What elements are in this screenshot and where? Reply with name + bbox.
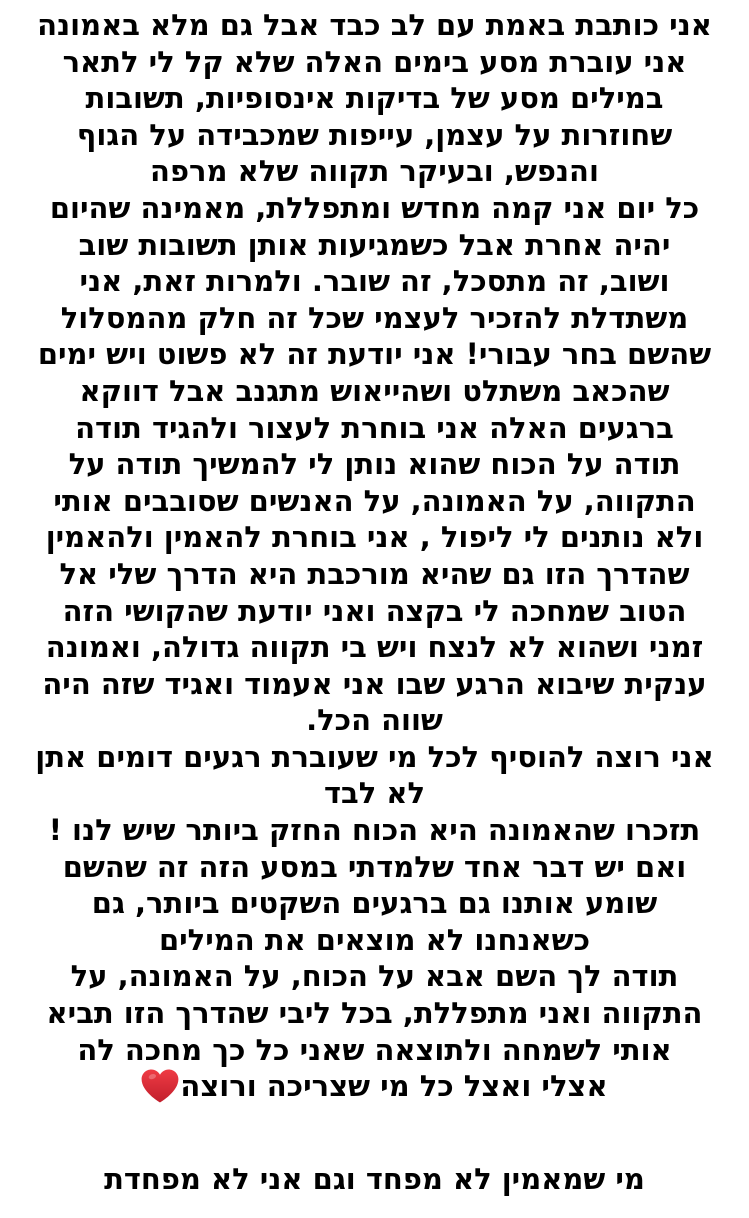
text-line-content: אני כותבת באמת עם לב כבד אבל גם מלא באמונה: [37, 8, 712, 42]
text-line-content: ולא נותנים לי ליפול , אני בוחרת להאמין ולהאמין: [45, 520, 704, 555]
text-line: [0, 190, 749, 227]
text-line: [0, 44, 749, 81]
text-line: [0, 7, 749, 44]
text-line-content: תזכרו שהאמונה היא הכוח החזק ביותר שיש לנו !: [48, 813, 701, 848]
footer-line: מי שמאמין לא מפחד וגם אני לא מפחדת: [104, 1161, 645, 1196]
text-line: [0, 336, 749, 373]
text-line-content: ברגעים האלה אני בוחרת לעצור ולהגיד תודה: [75, 410, 674, 445]
text-line-content: שהשם בחר עבורי! אני יודעת זה לא פשוט ויש ימים: [37, 337, 712, 372]
text-line-content: אני רוצה להוסיף לכל מי שעוברת רגעים דומים אתן: [35, 739, 714, 774]
text-line-content: שהדרך הזו גם שהיא מורכבת היא הדרך שלי אל: [59, 556, 690, 591]
text-line: [0, 80, 749, 117]
text-line-content: אותי לשמחה ולתוצאה שאני כל כך מחכה לה: [77, 1032, 672, 1067]
text-line: [0, 885, 749, 922]
text-line: [0, 483, 749, 520]
text-line-content: שהכאב משתלט ושהייאוש מתגנב אבל דווקא: [79, 373, 670, 408]
text-line-content: זמני ושהוא לא לנצח ויש בי תקווה גדולה, ואמונה: [45, 630, 704, 665]
text-line: [0, 519, 749, 556]
text-line: [0, 666, 749, 703]
red-heart-icon: [141, 1069, 179, 1103]
text-line-content: לא לבד: [323, 776, 426, 811]
text-line-content: התקווה ואני מתפללת, בכל ליבי שהדרך הזו תביא: [46, 996, 703, 1031]
text-line: [0, 922, 749, 959]
text-line: [0, 117, 749, 154]
text-line-content: אני עוברת מסע בימים האלה שלא קל לי לתאר: [62, 44, 687, 79]
text-line: [0, 410, 749, 447]
text-line-content: שומע אותנו גם ברגעים השקטים ביותר, גם: [91, 886, 658, 921]
text-line: [0, 812, 749, 849]
text-line-content: ענקית שיבוא הרגע שבו אני אעמוד ואגיד שזה היה: [42, 666, 707, 701]
text-line: [0, 702, 749, 739]
text-line-content: ואם יש דבר אחד שלמדתי במסע הזה זה שהשם: [62, 849, 687, 884]
text-line-content: הטוב שמחכה לי בקצה ואני יודעת שהקושי הזה: [62, 593, 687, 628]
text-line-content: משתדלת להזכיר לעצמי שכל זה חלק מהמסלול: [60, 300, 689, 335]
text-line-content: יהיה אחרת אבל כשמגיעות אותן תשובות שוב: [78, 227, 671, 262]
text-line-content: התקווה, על האמונה, על האנשים שסובבים אותי: [53, 483, 696, 518]
text-line-content: אצלי ואצל כל מי שצריכה ורוצה: [180, 1069, 608, 1104]
text-line-content: שווה הכל.: [306, 703, 443, 738]
text-line: [0, 153, 749, 190]
text-line: [0, 1032, 749, 1069]
text-line-content: כל יום אני קמה מחדש ומתפללת, מאמינה שהיום: [49, 190, 700, 225]
text-line: [0, 446, 749, 483]
text-line: [0, 300, 749, 337]
text-line: [0, 958, 749, 995]
text-line: [0, 849, 749, 886]
text-line: [0, 1068, 749, 1105]
text-line-content: תודה לך השם אבא על הכוח, על האמונה, על: [70, 959, 679, 994]
text-line: [0, 629, 749, 666]
text-line: [0, 739, 749, 776]
text-line-content: כשאנחנו לא מוצאים את המילים: [158, 922, 591, 957]
text-line: [0, 995, 749, 1032]
text-line-content: במילים מסע של בדיקות אינסופיות, תשובות: [85, 81, 664, 116]
text-line-content: תודה על הכוח שהוא נותן לי להמשיך תודה על: [68, 447, 681, 482]
text-line: [0, 373, 749, 410]
text-line-content: והנפש, ובעיקר תקווה שלא מרפה: [150, 154, 599, 189]
text-line: [0, 593, 749, 630]
text-line-content: ושוב, זה מתסכל, זה שובר. ולמרות זאת, אני: [79, 264, 670, 299]
text-line: [0, 227, 749, 264]
text-line: [0, 263, 749, 300]
body-text: [0, 7, 749, 1105]
text-line: [0, 775, 749, 812]
text-line-content: שחוזרות על עצמן, עייפות שמכבידה על הגוף: [76, 117, 673, 152]
text-line: [0, 556, 749, 593]
